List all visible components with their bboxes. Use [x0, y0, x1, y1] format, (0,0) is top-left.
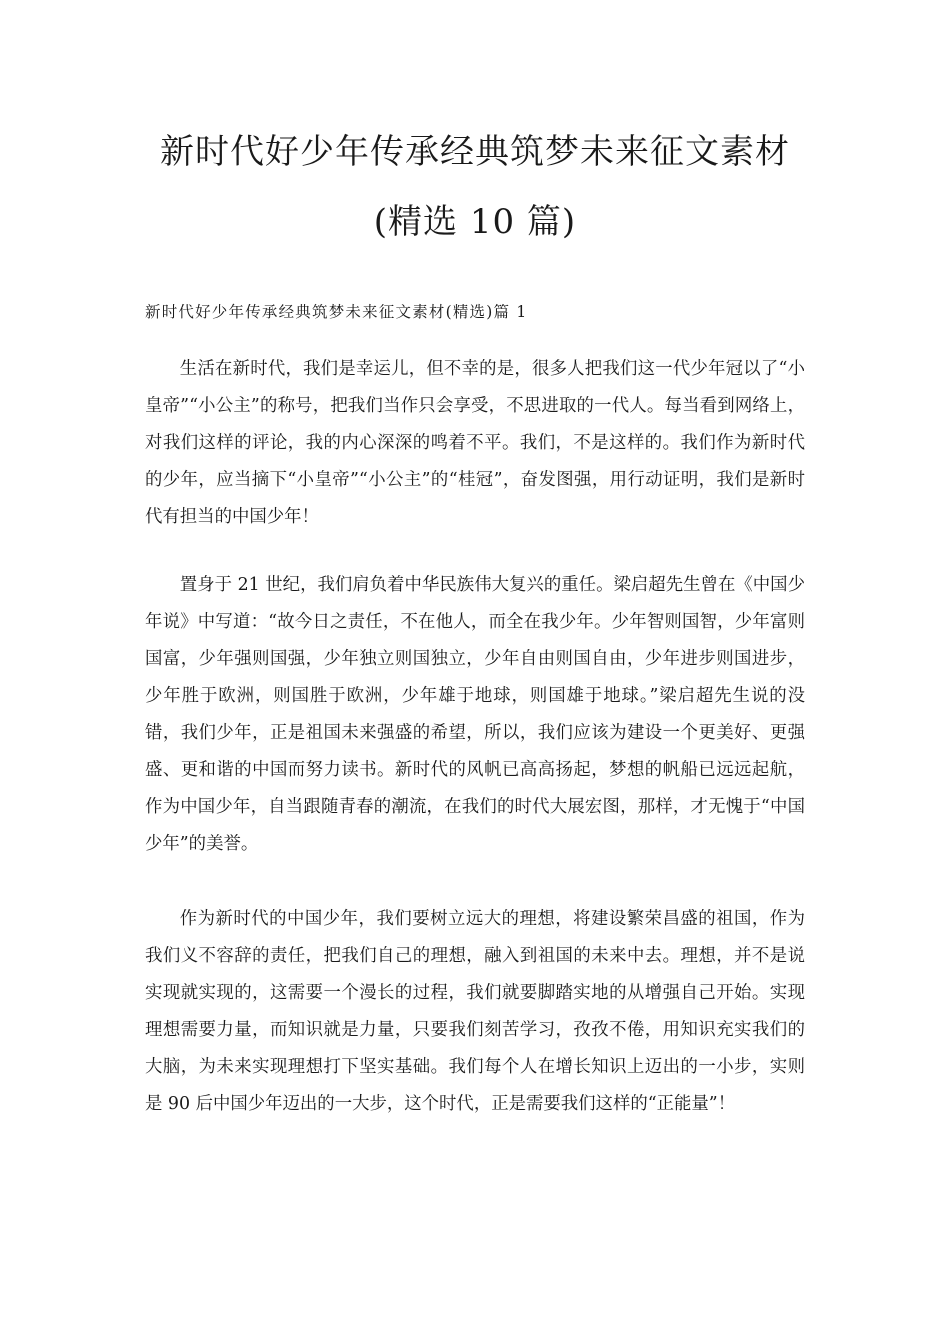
- document-title-line-2: (精选 10 篇): [373, 202, 577, 242]
- body-paragraph-1: 生活在新时代，我们是幸运儿，但不幸的是，很多人把我们这一代少年冠以了“小皇帝”“小公主”的称号，把我们当作只会享受，不思进取的一代人。每当看到网络上，对我们这样的评论，我的内心深深的鸣着不平。我们，不是这样的。我们作为新时代的少年，应当摘下“小皇帝”“小公主”的“桂冠”，奋发图强，用行动证明，我们是新时代有担当的中国少年！: [145, 359, 805, 527]
- document-title-line-1: 新时代好少年传承经典筑梦未来征文素材: [160, 132, 790, 172]
- section-heading: 新时代好少年传承经典筑梦未来征文素材(精选)篇 1: [145, 303, 528, 321]
- body-paragraph-3: 作为新时代的中国少年，我们要树立远大的理想，将建设繁荣昌盛的祖国，作为我们义不容辞的责任，把我们自己的理想，融入到祖国的未来中去。理想，并不是说实现就实现的，这需要一个漫长的过程，我们就要脚踏实地的从增强自己开始。实现理想需要力量，而知识就是力量，只要我们刻苦学习，孜孜不倦，用知识充实我们的大脑，为未来实现理想打下坚实基础。我们每个人在增长知识上迈出的一小步，实则是 90 后中国少年迈出的一大步，这个时代，正是需要我们这样的“正能量”！: [145, 909, 805, 1114]
- body-paragraph-2: 置身于 21 世纪，我们肩负着中华民族伟大复兴的重任。梁启超先生曾在《中国少年说》中写道：“故今日之责任，不在他人，而全在我少年。少年智则国智，少年富则国富，少年强则国强，少年独立则国独立，少年自由则国自由，少年进步则国进步，少年胜于欧洲，则国胜于欧洲，少年雄于地球，则国雄于地球。”梁启超先生说的没错，我们少年，正是祖国未来强盛的希望，所以，我们应该为建设一个更美好、更强盛、更和谐的中国而努力读书。新时代的风帆已高高扬起，梦想的帆船已远远起航，作为中国少年，自当跟随青春的潮流，在我们的时代大展宏图，那样，才无愧于“中国少年”的美誉。: [145, 575, 805, 854]
